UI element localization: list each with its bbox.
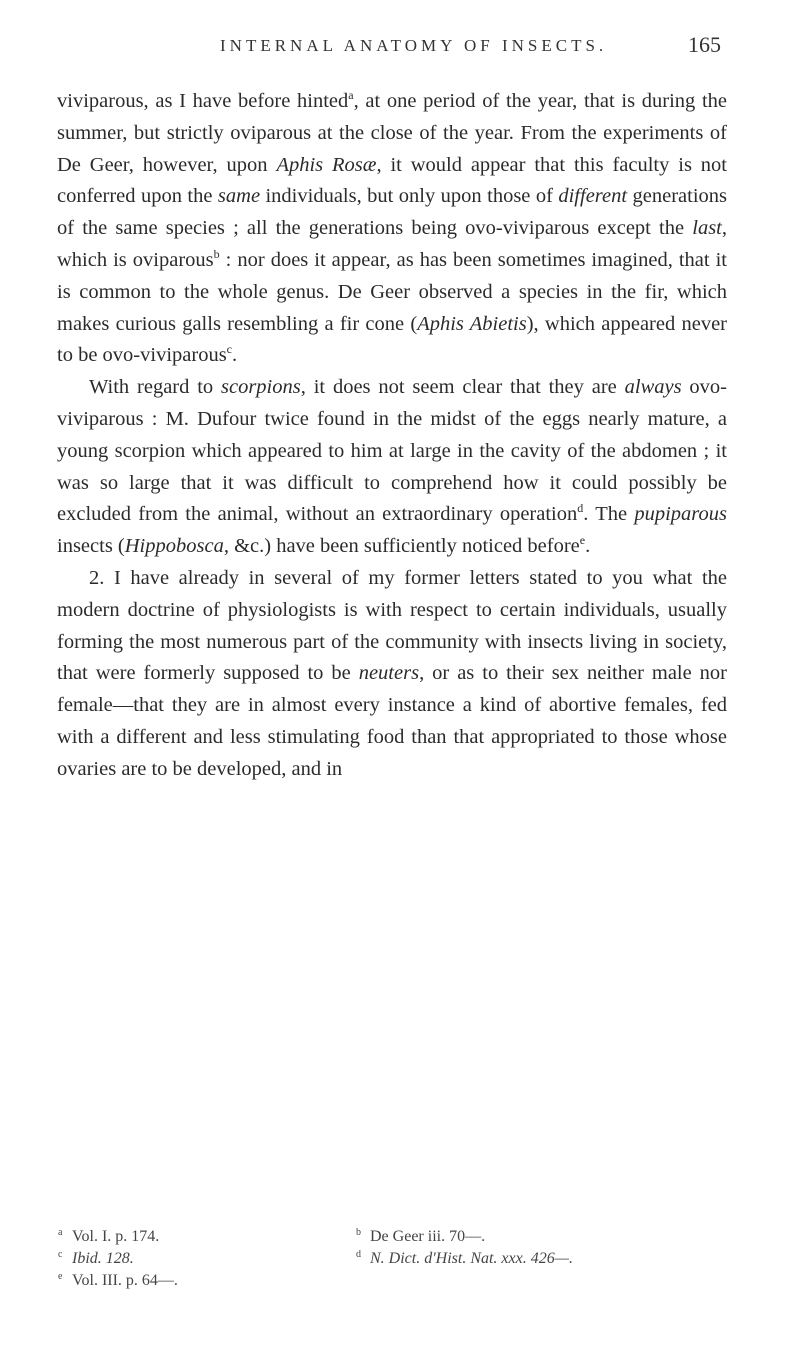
footnotes-right-column [356,1226,736,1270]
text-run: generations of the same species ; all the generations being ovo-viviparous except the [57,185,727,240]
text-run: . [585,535,591,558]
footnote-ref: e [579,533,586,548]
footnote-ref: c [226,342,232,357]
text-run: . [232,344,238,367]
footnote: e Vol. III. p. 64—. [58,1270,178,1289]
footnote-ref: a [348,88,354,103]
text-run: , which is oviparous [57,217,727,271]
body-text [57,86,727,786]
text-run: , or as to their sex neither male nor female—that they are in almost every instance a kind of abortive females, fed with a different and less stimulating food than that appropriated to those whose ovaries are to be developed, and in [57,662,728,780]
text-run: . The [583,503,635,526]
text-run: , it would appear that this faculty is not conferred upon the [57,153,727,208]
running-head [0,24,800,64]
footnotes [58,1226,738,1306]
paragraph-2 [57,372,727,563]
genus-name: Hippobosca [124,535,224,558]
footnote-text: N. Dict. d'Hist. Nat. xxx. 426—. [370,1250,573,1267]
text-run: With regard to [89,376,221,399]
emphasis: scorpions [221,376,301,399]
text-run: ), which appeared never to be ovo-viviparous [57,312,727,367]
text-run: insects ( [57,535,125,558]
text-run: viviparous, as I have before hinted [57,90,349,112]
text-run: 2. I have already in several of my former letters stated to you what the modern doctrine of physiologists is with respect to certain individuals, usually forming the most numerous part of the community with insects living in society, that were formerly supposed to be [57,566,727,685]
emphasis: neuters [358,662,420,685]
footnotes-left-column [58,1226,318,1292]
text-run: , &c.) have been sufficiently noticed before [223,535,580,558]
species-name: Aphis Abietis [417,312,527,335]
running-title: INTERNAL ANATOMY OF INSECTS. [220,36,608,55]
species-name: Aphis Rosæ [276,153,377,176]
footnote-text: Vol. III. p. 64—. [72,1272,178,1289]
emphasis: always [624,376,682,399]
footnote-text: De Geer iii. 70—. [370,1228,486,1245]
paragraph-3 [57,563,727,786]
emphasis: pupiparous [634,503,727,526]
text-run: : nor does it appear, as has been sometimes imagined, that it is common to the whole genus. De Geer observed a species in the fir, which makes curious galls resembling a fir cone ( [57,248,727,335]
emphasis: same [217,185,261,208]
footnote-text: Vol. I. p. 174. [72,1228,160,1245]
footnote: c Ibid. 128. [58,1248,134,1267]
text-run: ovo-viviparous : M. Dufour twice found in the midst of the eggs nearly mature, a young scorpion which appeared to him at large in the cavity of the abdomen ; it was so large that it was difficult to comprehend how it could possibly be excluded from the animal, without an extraordinary operation [57,376,727,526]
text-run: individuals, but only upon those of [260,185,559,208]
emphasis: different [558,185,628,208]
footnote-ref: b [213,247,220,262]
footnote-text: Ibid. 128. [72,1250,134,1267]
footnote: b De Geer iii. 70—. [356,1226,486,1245]
footnote: a Vol. I. p. 174. [58,1226,160,1245]
text-run: , it does not seem clear that they are [300,376,625,399]
paragraph-1 [57,86,727,372]
footnote-ref: d [577,501,584,516]
text-run: , at one period of the year, that is during the summer, but strictly oviparous at the close of the year. From the experiments of De Geer, however, upon [57,90,727,176]
emphasis: last [692,217,722,240]
footnote: d N. Dict. d'Hist. Nat. xxx. 426—. [356,1248,573,1267]
page-number: 165 [688,32,721,57]
